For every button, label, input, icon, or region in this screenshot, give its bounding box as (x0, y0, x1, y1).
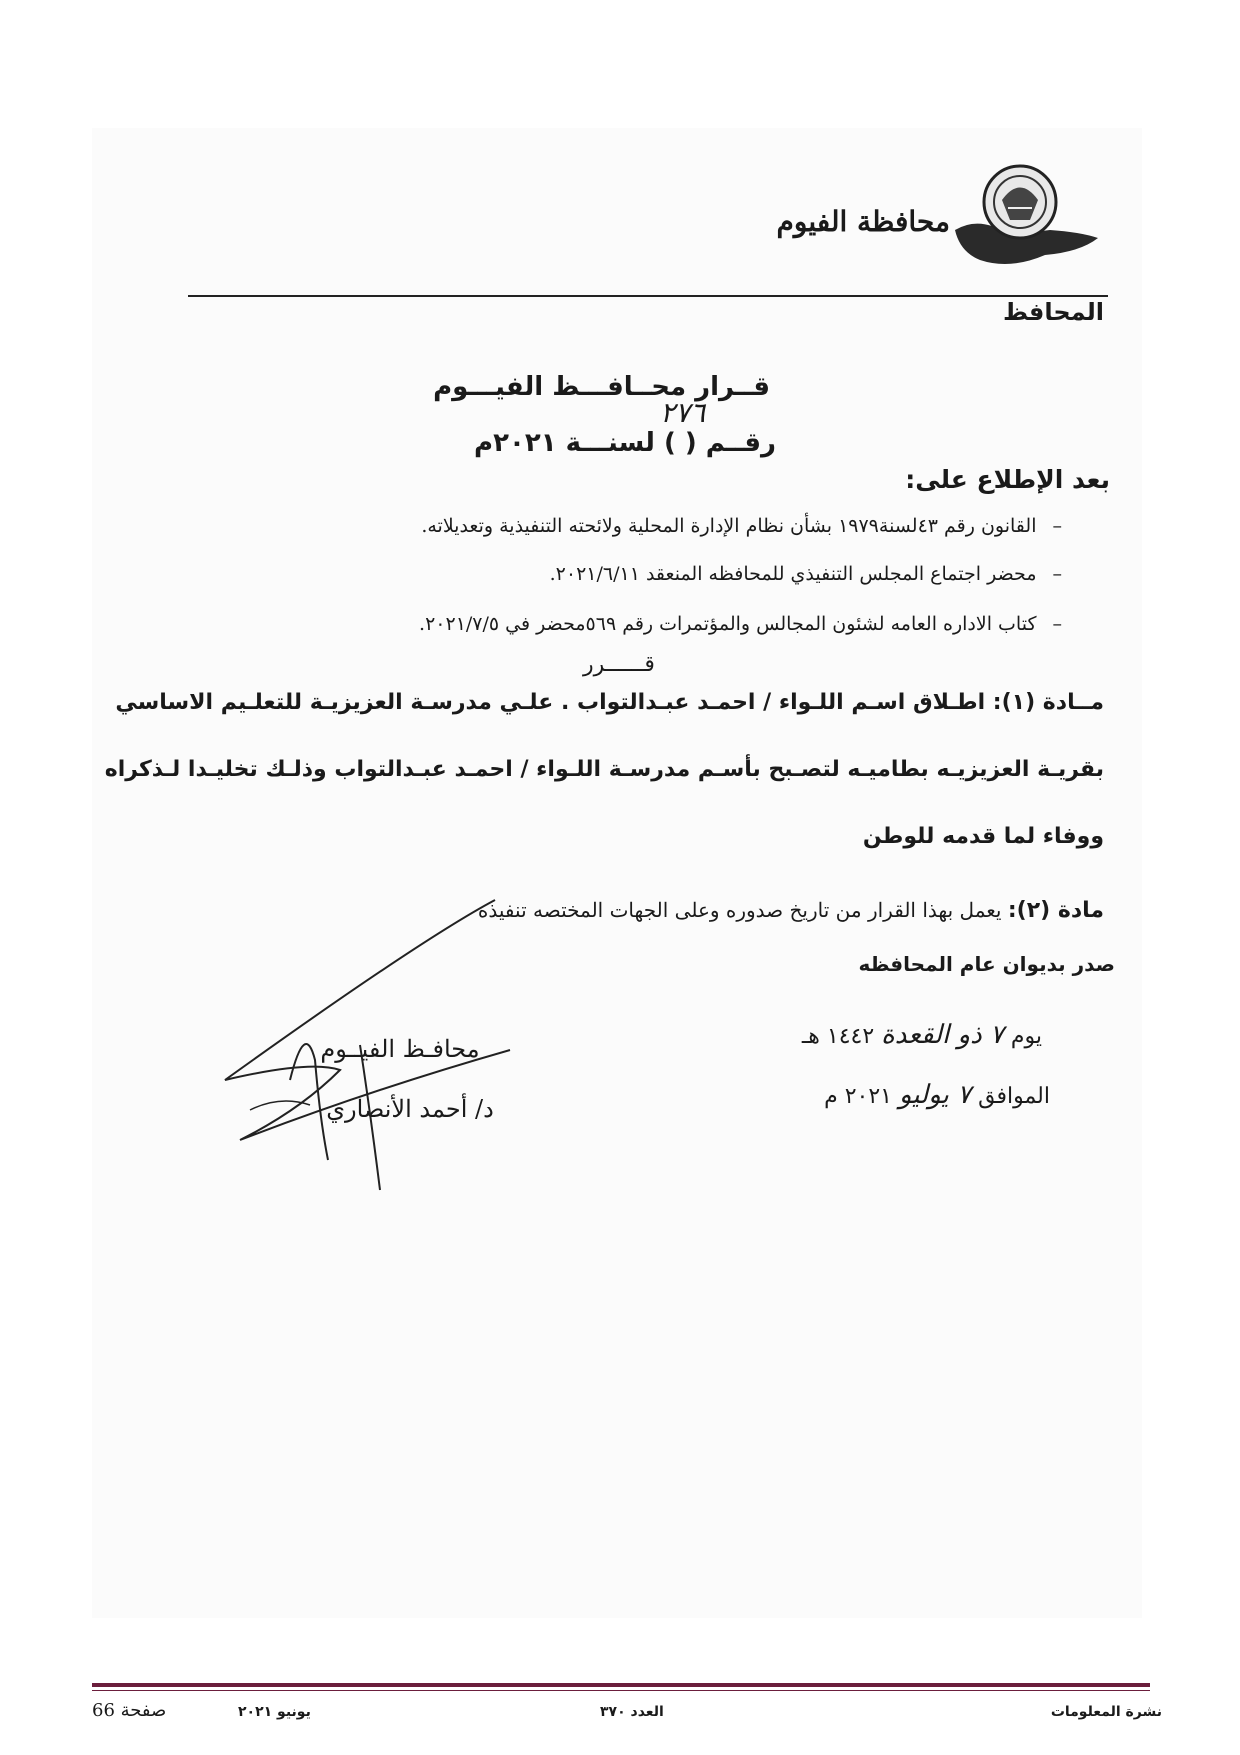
footer-publication: نشرة المعلومات (1050, 1704, 1162, 1720)
decree-title: قــرار محــافـــظ الفيـــوم (433, 372, 770, 402)
decree-number-line: رقــم ( ) لسنـــة ٢٠٢١م (474, 428, 776, 458)
gregorian-date: الموافق ٧ يوليو ٢٠٢١ م (824, 1080, 1050, 1110)
hijri-date: يوم ٧ ذو القعدة ١٤٤٢ هـ (801, 1020, 1042, 1050)
article-2 (478, 898, 1104, 923)
preamble-heading: بعد الإطلاع على: (905, 465, 1110, 494)
handwritten-signature (220, 880, 520, 1200)
office-label: المحافظ (1002, 298, 1104, 326)
signatory-name: د/ أحمد الأنصاري (326, 1095, 494, 1123)
article-1-line: بقريـة العزيزيـه بطاميـه لتصـبح بأسـم مدرسـة اللـواء / احمـد عبـدالتواب وذلـك تخليـدا لـذكراه (104, 757, 1104, 782)
preamble-item: –القانون رقم ٤٣لسنة١٩٧٩ بشأن نظام الإدارة المحلية ولائحته التنفيذية وتعديلاته. (421, 515, 1062, 537)
footer-rule (92, 1683, 1150, 1687)
preamble-item: –محضر اجتماع المجلس التنفيذي للمحافظه المنعقد ٢٠٢١/٦/١١. (549, 563, 1062, 585)
article-2-label: مادة (٢): (1007, 898, 1104, 923)
article-2-text: يعمل بهذا القرار من تاريخ صدوره وعلى الجهات المختصه تنفيذه (477, 898, 1002, 922)
header-divider (188, 295, 1108, 297)
decided-heading: قــــــرر (583, 652, 655, 677)
gregorian-date-handwritten: ٧ يوليو (899, 1080, 972, 1110)
footer-page-number: صفحة 66 (92, 1700, 167, 1721)
governorate-logo (950, 160, 1100, 280)
preamble-item: –كتاب الاداره العامه لشئون المجالس والمؤتمرات رقم ٥٦٩محضر في ٢٠٢١/٧/٥. (419, 613, 1062, 635)
hijri-date-handwritten: ٧ ذو القعدة (881, 1020, 1004, 1050)
footer-month: يونيو ٢٠٢١ (238, 1704, 311, 1720)
signatory-title: محافـظ الفيــوم (320, 1035, 480, 1063)
footer-rule-thin (92, 1690, 1150, 1691)
footer-issue: العدد ٣٧٠ (600, 1704, 664, 1720)
issued-at: صدر بديوان عام المحافظه (858, 952, 1115, 976)
article-1-line: ووفاء لما قدمه للوطن (862, 824, 1104, 849)
scanned-document (92, 128, 1142, 1618)
decree-number-handwritten: ٢٧٦ (660, 396, 706, 429)
governorate-name: محافظة الفيوم (776, 205, 950, 238)
article-1-line: مــادة (١): اطـلاق اسـم اللـواء / احمـد عبـدالتواب . علـي مدرسـة العزيزيـة للتعلـيم الاساسي (115, 690, 1104, 715)
